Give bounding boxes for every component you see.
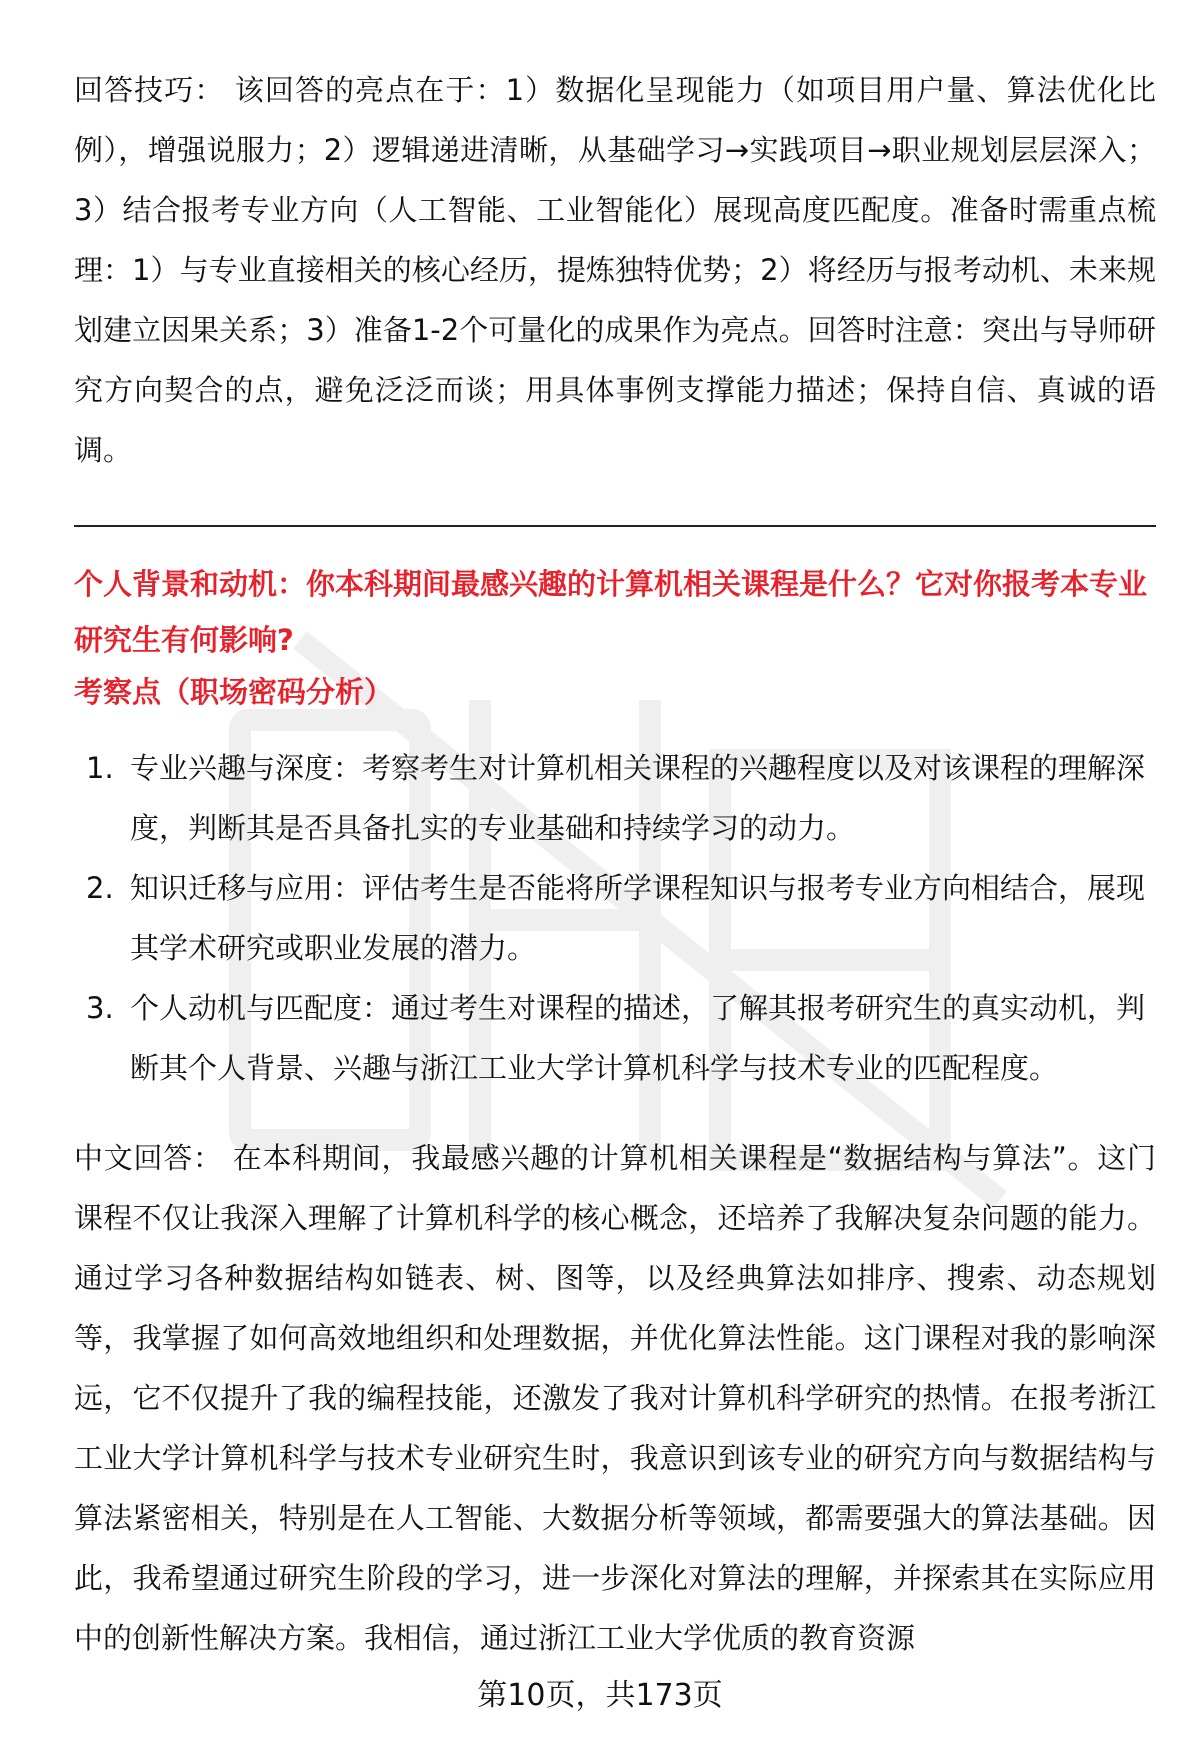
list-item-number: 3. bbox=[86, 991, 114, 1025]
question-title: 个人背景和动机：你本科期间最感兴趣的计算机相关课程是什么？它对你报考本专业研究生有何影响? bbox=[74, 567, 1148, 657]
list-item bbox=[74, 738, 1156, 858]
exam-points-list bbox=[74, 738, 1156, 1098]
list-item-text: 个人动机与匹配度：通过考生对课程的描述，了解其报考研究生的真实动机，判断其个人背景、兴趣与浙江工业大学计算机科学与技术专业的匹配程度。 bbox=[130, 991, 1146, 1085]
section-divider bbox=[74, 525, 1156, 527]
list-item bbox=[74, 978, 1156, 1098]
list-item-number: 2. bbox=[86, 871, 114, 905]
chinese-answer-paragraph: 中文回答： 在本科期间，我最感兴趣的计算机相关课程是“数据结构与算法”。这门课程不仅让我深入理解了计算机科学的核心概念，还培养了我解决复杂问题的能力。通过学习各种数据结构如链表、树、图等，以及经典算法如排序、搜索、动态规划等，我掌握了如何高效地组织和处理数据，并优化算法性能。这门课程对我的影响深远，它不仅提升了我的编程技能，还激发了我对计算机科学研究的热情。在报考浙江工业大学计算机科学与技术专业研究生时，我意识到该专业的研究方向与数据结构与算法紧密相关，特别是在人工智能、大数据分析等领域，都需要强大的算法基础。因此，我希望通过研究生阶段的学习，进一步深化对算法的理解，并探索其在实际应用中的创新性解决方案。我相信，通过浙江工业大学优质的教育资源 bbox=[74, 1141, 1156, 1655]
exam-points-heading: 考察点（职场密码分析） bbox=[74, 675, 394, 709]
list-item-text: 专业兴趣与深度：考察考生对计算机相关课程的兴趣程度以及对该课程的理解深度，判断其是否具备扎实的专业基础和持续学习的动力。 bbox=[130, 751, 1146, 845]
list-item-text: 知识迁移与应用：评估考生是否能将所学课程知识与报考专业方向相结合，展现其学术研究或职业发展的潜力。 bbox=[130, 871, 1146, 965]
answer-tips-paragraph: 回答技巧： 该回答的亮点在于：1）数据化呈现能力（如项目用户量、算法优化比例），增强说服力；2）逻辑递进清晰，从基础学习→实践项目→职业规划层层深入；3）结合报考专业方向（人工智能、工业智能化）展现高度匹配度。准备时需重点梳理：1）与专业直接相关的核心经历，提炼独特优势；2）将经历与报考动机、未来规划建立因果关系；3）准备1-2个可量化的成果作为亮点。回答时注意：突出与导师研究方向契合的点，避免泛泛而谈；用具体事例支撑能力描述；保持自信、真诚的语调。 bbox=[74, 73, 1156, 467]
page-number-footer: 第10页，共173页 bbox=[477, 1678, 723, 1713]
list-item bbox=[74, 858, 1156, 978]
list-item-number: 1. bbox=[86, 751, 114, 785]
